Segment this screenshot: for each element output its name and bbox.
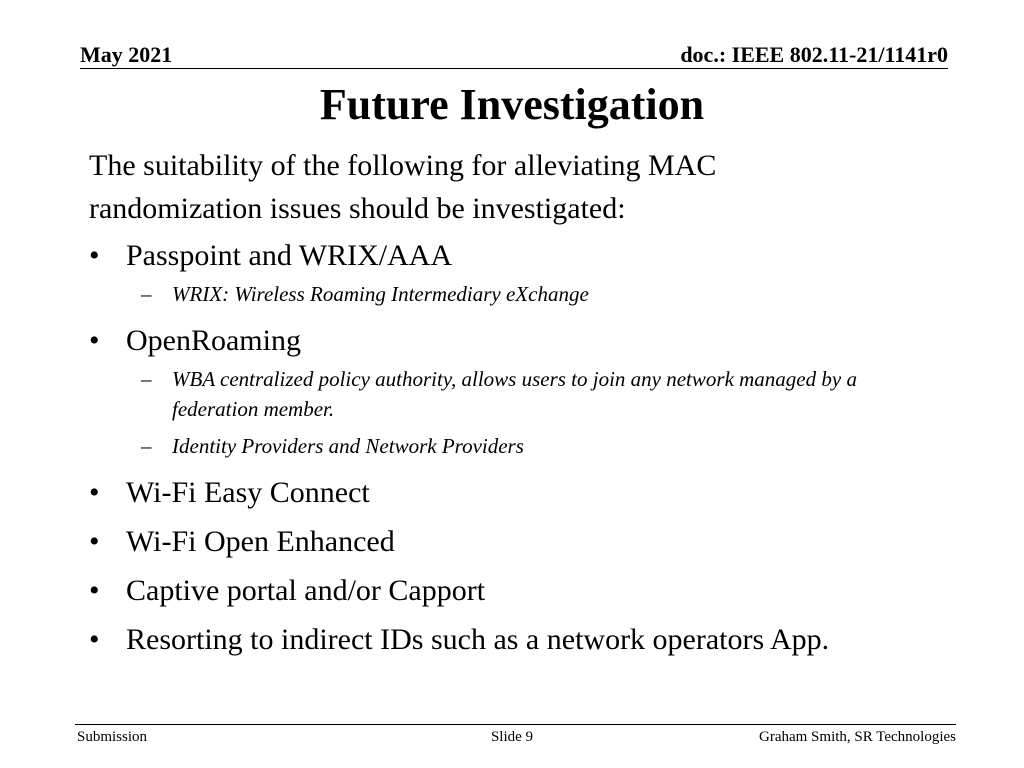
bullet-item-passpoint	[89, 234, 969, 278]
bullet-text: Wi-Fi Easy Connect	[126, 476, 370, 509]
intro-line-1: The suitability of the following for alleviating MAC	[89, 149, 717, 182]
header-divider	[80, 68, 948, 69]
bullet-icon: •	[89, 623, 100, 656]
footer-divider	[75, 724, 956, 725]
intro-line-2: randomization issues should be investigated:	[89, 192, 626, 225]
bullet-item-easy-connect	[89, 471, 969, 515]
slide-title: Future Investigation	[319, 80, 705, 129]
bullet-icon: •	[89, 525, 100, 558]
sub-bullet-item-wba	[89, 364, 912, 424]
sub-bullet-text: WRIX: Wireless Roaming Intermediary eXchange	[172, 282, 589, 306]
intro-text	[89, 144, 889, 230]
sub-bullet-item-wrix	[89, 279, 912, 309]
bullet-icon: •	[89, 574, 100, 607]
footer-author: Graham Smith, SR Technologies	[759, 729, 956, 745]
bullet-text: Captive portal and/or Capport	[126, 574, 486, 607]
bullet-list	[89, 228, 969, 662]
dash-icon: –	[141, 367, 152, 391]
bullet-icon: •	[89, 324, 100, 357]
dash-icon: –	[141, 434, 152, 458]
bullet-text: Passpoint and WRIX/AAA	[126, 239, 453, 272]
footer-submission: Submission	[77, 729, 148, 745]
dash-icon: –	[141, 282, 152, 306]
sub-bullet-item-identity-providers	[89, 431, 912, 461]
footer-slide-number: Slide 9	[490, 729, 534, 745]
bullet-icon: •	[89, 239, 100, 272]
bullet-item-indirect-ids	[89, 618, 969, 662]
bullet-text: OpenRoaming	[126, 324, 301, 357]
sub-bullet-text: WBA centralized policy authority, allows users to join any network managed by a federation member.	[172, 367, 857, 421]
bullet-text: Resorting to indirect IDs such as a network operators App.	[126, 623, 830, 656]
bullet-text: Wi-Fi Open Enhanced	[126, 525, 395, 558]
bullet-item-open-enhanced	[89, 520, 969, 564]
bullet-icon: •	[89, 476, 100, 509]
sub-bullet-text: Identity Providers and Network Providers	[172, 434, 524, 458]
header-doc-id: doc.: IEEE 802.11-21/1141r0	[680, 42, 948, 67]
bullet-item-openroaming	[89, 319, 969, 363]
bullet-item-captive-portal	[89, 569, 969, 613]
header-date: May 2021	[80, 42, 173, 67]
